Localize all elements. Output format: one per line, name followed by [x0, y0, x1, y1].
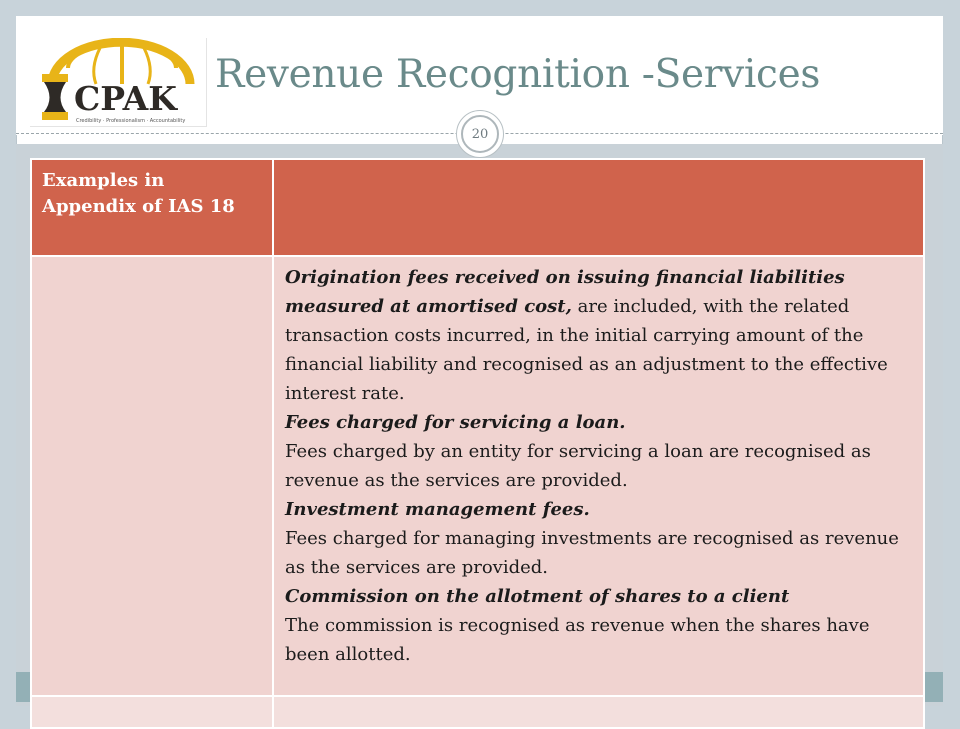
body-cell-left — [31, 256, 273, 696]
tail-cell-left — [31, 696, 273, 728]
table-row — [31, 256, 924, 696]
table-row — [31, 696, 924, 728]
paragraph-emphasis: Commission on the allotment of shares to a client — [285, 586, 790, 607]
paragraph — [285, 524, 913, 582]
paragraph-text: The commission is recognised as revenue when the shares have been allotted. — [285, 615, 870, 665]
header-right-text — [274, 160, 923, 168]
logo-wordmark: CPAK — [74, 79, 177, 118]
paragraph-text: Fees charged for managing investments are recognised as revenue as the services are provided. — [285, 528, 899, 578]
paragraph — [285, 611, 913, 669]
icpak-logo — [30, 38, 207, 127]
paragraph — [285, 495, 913, 524]
header-cell-left — [31, 159, 273, 256]
paragraph-emphasis: Investment management fees. — [285, 499, 590, 520]
body-left-text — [32, 257, 272, 263]
header-cell-right — [273, 159, 924, 256]
paragraph-text: Fees charged by an entity for servicing a loan are recognised as revenue as the services are provided. — [285, 441, 871, 491]
paragraph — [285, 437, 913, 495]
paragraph-emphasis: Origination fees received on issuing financial liabilities measured at amortised cost, — [285, 267, 845, 317]
logo-tagline: Credibility · Professionalism · Accountability — [76, 118, 186, 124]
examples-table — [30, 158, 925, 729]
page-number: 20 — [461, 115, 499, 153]
paragraph — [285, 408, 913, 437]
body-cell-right — [273, 256, 924, 696]
table-header-row — [31, 159, 924, 256]
paragraph — [285, 263, 913, 408]
paragraph-emphasis: Fees charged for servicing a loan. — [285, 412, 626, 433]
paragraph — [285, 582, 913, 611]
icpak-logo-graphic — [30, 38, 206, 126]
slide-title: Revenue Recognition -Services — [215, 52, 821, 97]
header-left-text: Examples in Appendix of IAS 18 — [42, 170, 235, 217]
paragraph-text: are included, with the related transaction costs incurred, in the initial carrying amount of the financial liability and recognised as an adjustment to the effective interest rate. — [285, 296, 888, 404]
body-right-text — [274, 257, 923, 669]
tail-cell-right — [273, 696, 924, 728]
page-number-badge — [456, 110, 504, 158]
